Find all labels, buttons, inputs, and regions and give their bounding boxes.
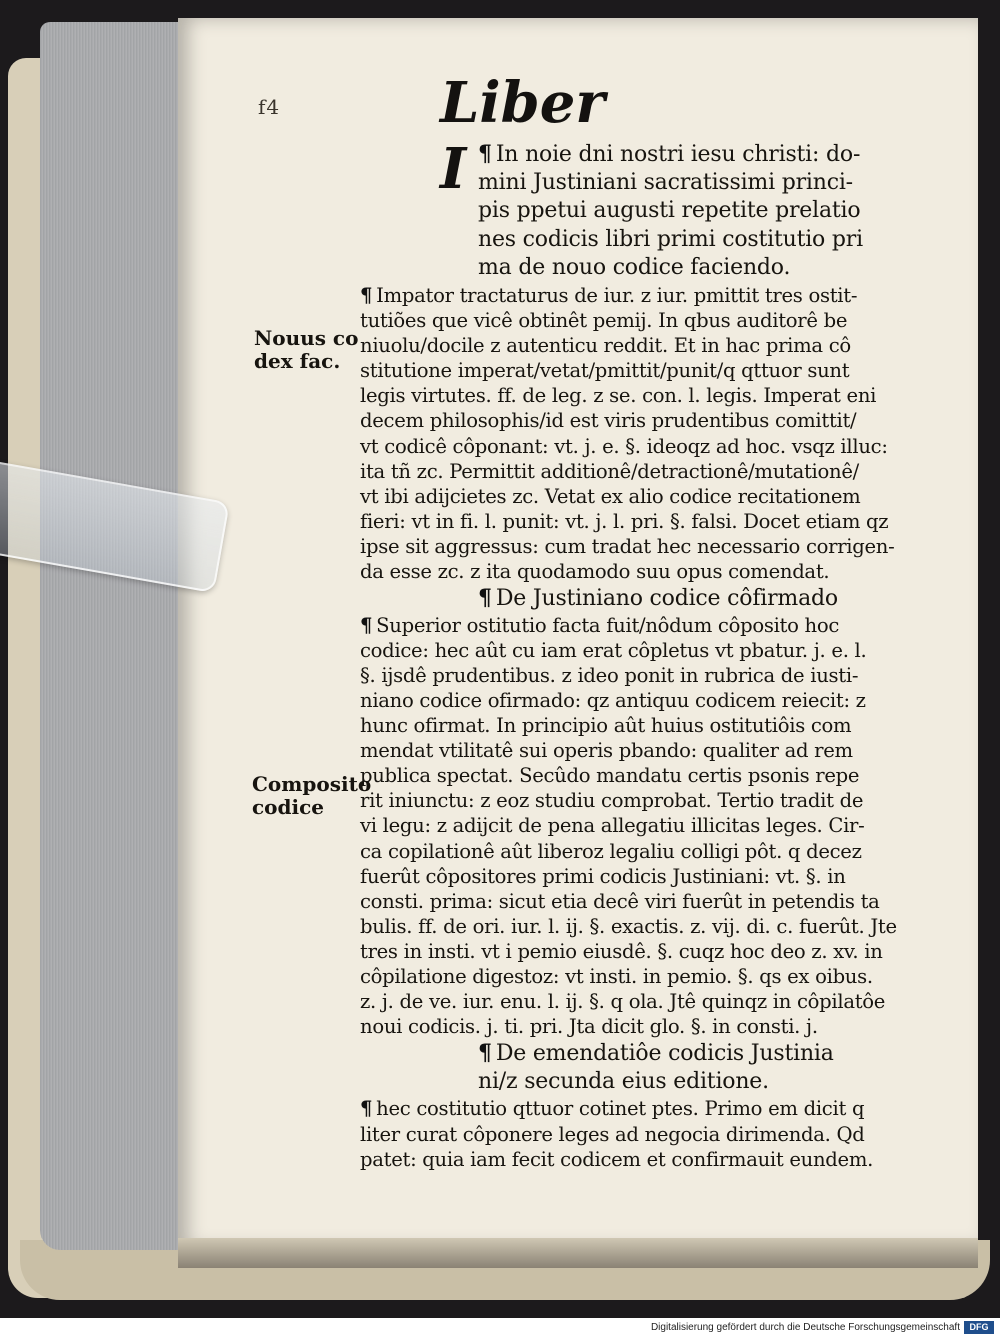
paragraph-mark-icon: ¶ [478,585,492,612]
text-line: ipse sit aggressus: cum tradat hec necessario corrigen- [360,534,895,558]
main-text [360,140,900,1172]
text-line: liter curat côponere leges ad negocia dirimenda. Qd [360,1122,865,1146]
paragraph-mark-icon: ¶ [478,141,492,167]
text-line: patet: quia iam fecit codicem et confirmauit eundem. [360,1147,874,1171]
text-line: publica spectat. Secûdo mandatu certis psonis repe [360,764,860,788]
section-2 [360,613,900,1040]
text-line: vi legu: z adijcit de pena allegatiu illicitas leges. Cir- [360,814,865,838]
paragraph-mark-icon: ¶ [360,283,373,307]
text-line: ca copilationê aût liberoz legaliu colligi pôt. q decez [360,839,862,863]
text-line: ¶ hec costitutio qttuor cotinet ptes. Primo em dicit q [360,1097,865,1121]
title-line: nes codicis libri primi costitutio pri [478,226,863,252]
paragraph-mark-icon: ¶ [360,1097,373,1121]
text-line: fuerût côpositores primi codicis Justiniani: vt. §. in [360,864,846,888]
title-line: pis ppetui augusti repetite prelatio [478,198,861,224]
margin-note-nouus-codex: Nouus co dex fac. [254,326,359,373]
text-line: §. ijsdê prudentibus. z ideo ponit in rubrica de iusti- [360,663,859,687]
text-line: consti. prima: sicut etia decê viri fuerût in petendis ta [360,889,880,913]
rubric-line: ni/z secunda eius editione. [478,1068,769,1094]
rubric-heading: ¶ De Justiniano codice côfirmado [478,585,838,612]
text-line: da esse zc. z ita quodamodo suu opus comendat. [360,560,830,583]
rubric-heading-3 [360,1039,900,1096]
text-line: rit iniunctu: z eoz studiu comprobat. Tertio tradit de [360,789,864,813]
text-line: niuolu/docile z autenticu reddit. Et in hac prima cô [360,334,851,358]
section-3 [360,1096,900,1171]
text-line: z. j. de ve. iur. enu. l. ij. §. q ola. Jtê quinqz in côpilatôe [360,990,886,1014]
footer-credit: Digitalisierung gefördert durch die Deutsche Forschungsgemeinschaft [650,1322,960,1333]
text-line: stitutione imperat/vetat/pmittit/punit/q qttuor sunt [360,359,850,383]
text-line: hunc ofirmat. In principio aût huius ostitutiôis com [360,714,852,738]
text-line: ita tñ zc. Permittit additionê/detractionê/mutationê/ [360,459,859,483]
text-line: codice: hec aût cu iam erat côpletus vt pbatur. j. e. l. [360,638,867,662]
text-line: tres in insti. vt i pemio eiusdê. §. cuqz hoc deo z. xv. in [360,939,883,963]
page-edges [40,22,190,1250]
text-line: ¶ Superior ostitutio facta fuit/nôdum côposito hoc [360,613,840,637]
text-line: niano codice ofirmado: qz antiquu codicem reiecit: z [360,688,866,712]
title-block [360,140,900,283]
header-numeral: I [440,136,467,202]
text-line: bulis. ff. de ori. iur. l. ij. §. exactis. z. vij. di. c. fuerût. Jte [360,914,897,938]
text-line: legis virtutes. ff. de leg. z se. con. l. legis. Imperat eni [360,384,877,408]
text-line: côpilatione digestoz: vt insti. in pemio. §. qs ex oibus. [360,965,873,988]
title-line: ma de nouo codice faciendo. [478,255,791,281]
section-1 [360,283,900,584]
text-line: mendat vtilitatê sui operis pbando: qualiter ad rem [360,739,853,763]
title-line: ¶ In noie dni nostri iesu christi: do- [478,141,861,167]
paragraph-mark-icon: ¶ [360,613,373,637]
paragraph-mark-icon: ¶ [478,1040,492,1067]
dfg-logo: DFG [964,1321,994,1334]
header-word: Liber [440,70,605,136]
text-line: vt codicê côponant: vt. j. e. §. ideoqz ad hoc. vsqz illuc: [360,434,888,458]
text-line: decem philosophis/id est viris prudentibus comittit/ [360,409,857,433]
folio-number: f4 [258,95,281,119]
text-line: fieri: vt in fi. l. punit: vt. j. l. pri. §. falsi. Docet etiam qz [360,509,889,533]
margin-note-composito-codice: Composito codice [252,772,372,819]
text-line: vt ibi adijcietes zc. Vetat ex alio codice recitationem [360,484,861,508]
page-bottom-edge [178,1238,978,1268]
text-line: ¶ Impator tractaturus de iur. z iur. pmittit tres ostit- [360,283,858,307]
text-line: tutiões que vicê obtinêt pemij. In qbus auditorê be [360,309,848,333]
text-line: noui codicis. j. ti. pri. Jta dicit glo. §. in consti. j. [360,1015,818,1039]
title-line: mini Justiniani sacratissimi princi- [478,169,853,195]
rubric-line: ¶ De emendatiôe codicis Justinia [478,1040,834,1067]
